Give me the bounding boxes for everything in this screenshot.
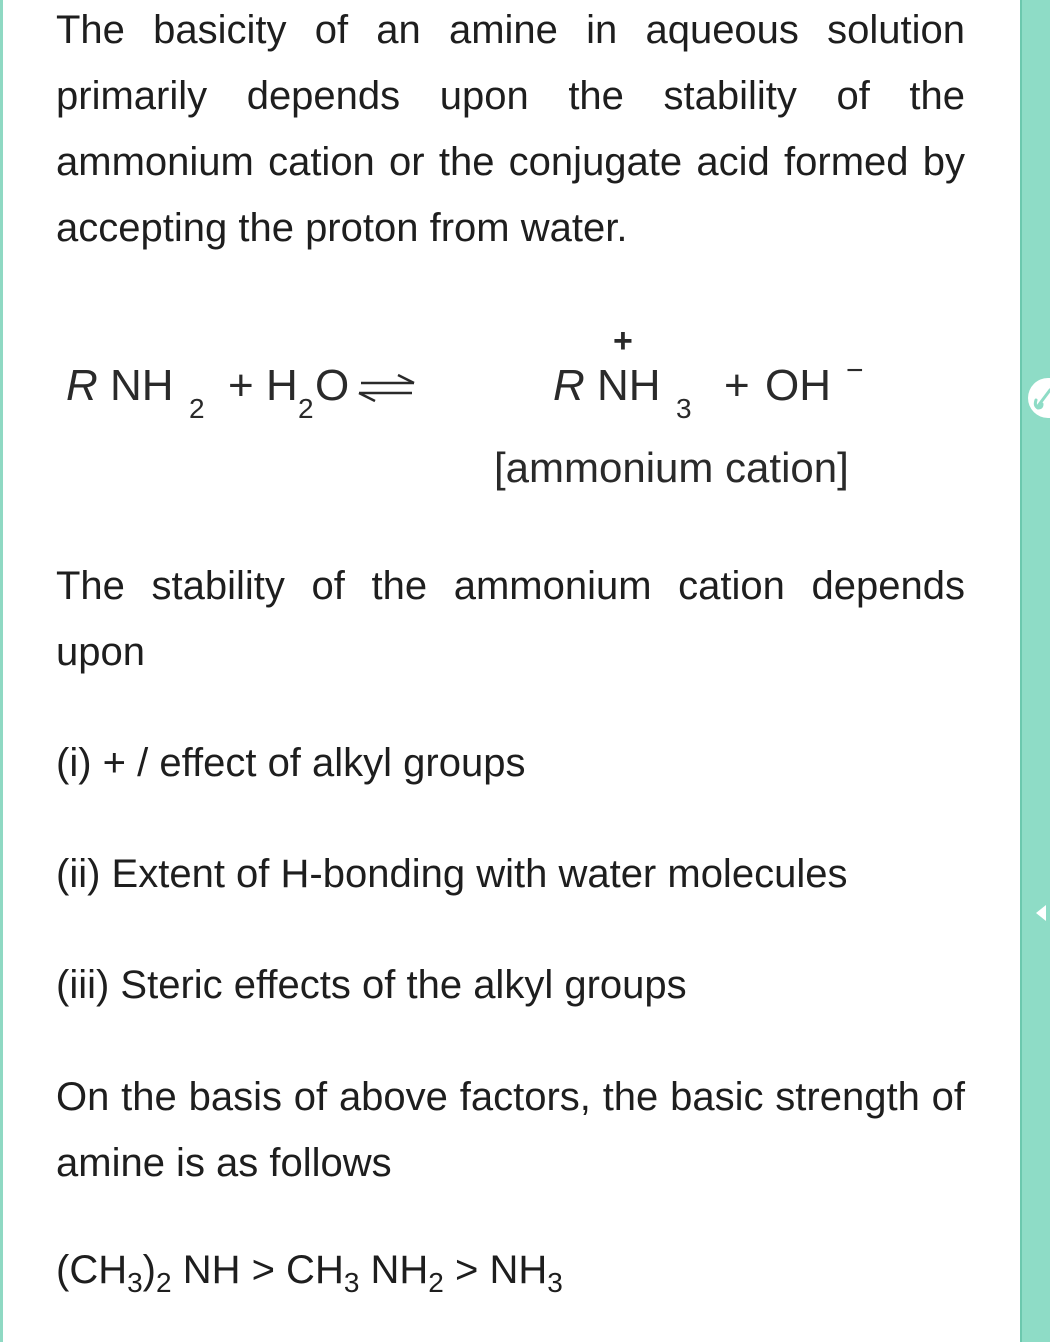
equilibrium-arrow xyxy=(359,375,414,401)
formula-sub: 3 xyxy=(127,1267,143,1298)
factor-item-1: (i) + / effect of alkyl groups xyxy=(56,741,526,785)
eq-plus-2: + xyxy=(724,361,750,410)
left-edge-strip xyxy=(0,0,3,1342)
eq-hydroxide-charge: − xyxy=(846,354,864,387)
formula-part: ) xyxy=(142,1248,156,1292)
ionization-equation xyxy=(56,0,965,520)
intro-paragraph: The basicity of an amine in aqueous solution primarily depends upon the stability of the ammonium cation or the conjugate acid formed by accepting the proton from water. xyxy=(56,8,965,250)
eq-product-charge: + xyxy=(613,322,633,360)
basicity-order-formula xyxy=(56,1248,563,1299)
formula-sub: 2 xyxy=(428,1267,444,1298)
eq-water-sub: 2 xyxy=(298,393,314,424)
eq-caption: [ammonium cation] xyxy=(494,444,849,491)
expand-tab[interactable] xyxy=(1028,378,1050,418)
brush-icon xyxy=(1028,378,1050,418)
eq-reactant-sub: 2 xyxy=(189,393,205,424)
eq-plus-1: + xyxy=(228,361,254,410)
conclusion-paragraph: On the basis of above factors, the basic strength of amine is as follows xyxy=(56,1075,965,1185)
formula-part: NH > CH xyxy=(171,1248,344,1292)
formula-sub: 2 xyxy=(156,1267,172,1298)
scroll-notch xyxy=(1036,905,1046,921)
eq-product-rnh: R NH xyxy=(553,361,661,410)
formula-sub: 3 xyxy=(547,1267,563,1298)
factor-item-2: (ii) Extent of H-bonding with water molecules xyxy=(56,852,848,896)
side-panel-bar xyxy=(1020,0,1050,1342)
eq-reactant-rnh: R NH xyxy=(66,361,174,410)
eq-water-o: O xyxy=(315,361,350,410)
eq-hydroxide: OH xyxy=(765,361,831,410)
eq-water-h: H xyxy=(266,361,298,410)
formula-part: (CH xyxy=(56,1248,128,1292)
eq-product-sub: 3 xyxy=(676,393,692,424)
formula-sub: 3 xyxy=(343,1267,360,1298)
formula-part: > NH xyxy=(443,1248,548,1292)
factor-item-3: (iii) Steric effects of the alkyl groups xyxy=(56,963,687,1007)
stability-paragraph: The stability of the ammonium cation depends upon xyxy=(56,564,965,674)
formula-part: NH xyxy=(359,1248,429,1292)
